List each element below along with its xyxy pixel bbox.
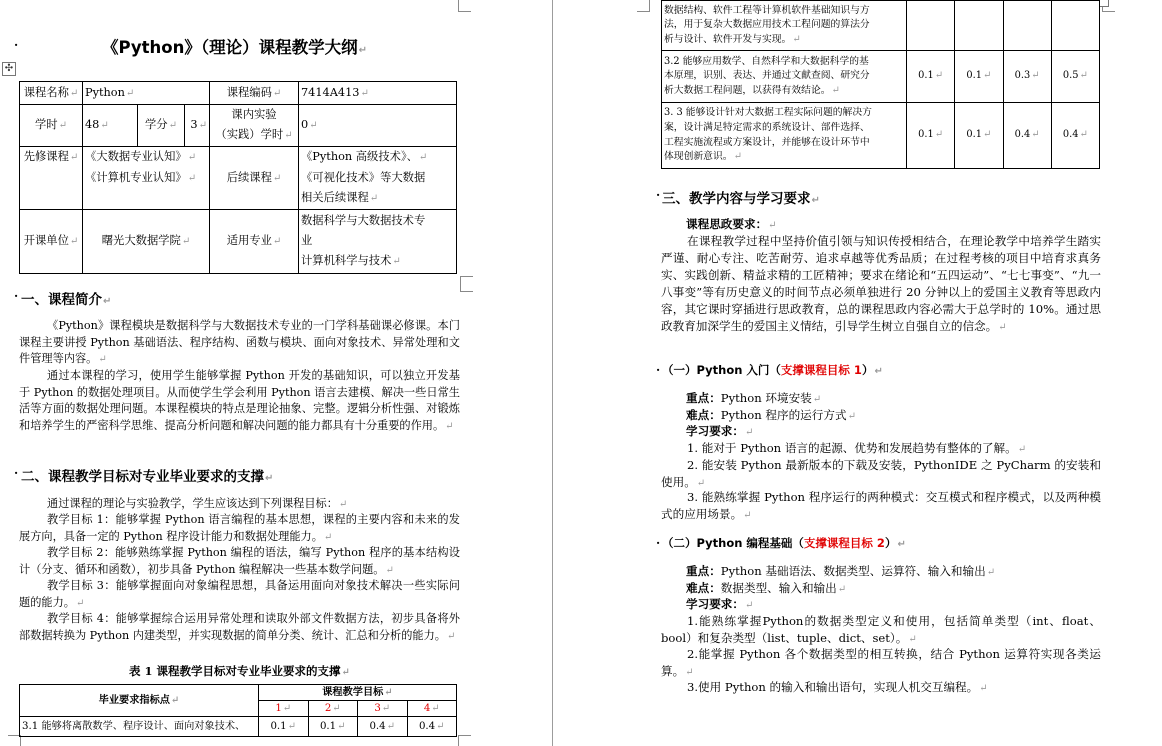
followup-value: 《Python 高级技术》、↵ 《可视化技术》等大数据 相关后续课程↵: [299, 147, 457, 210]
course-name-label: 课程名称↵: [20, 82, 83, 105]
section-1-paragraph-2: 通过本课程的学习，使用学生能够掌握 Python 开发的基础知识，可以独立开发基于 Python 的数据处理项目。从而使学生学会利用 Python 语言去建模、解决一些日常生活等方面的数据处理问题。本课程模块的特点是理论抽象、完整。逻辑分析性强、对锻炼和培养学生的严密科学思维、提高分析问题和解决问题的能力都具有十分重要的作用。↵: [19, 369, 460, 432]
bullet-marker: ·: [14, 289, 19, 303]
subsection-1-key-point: 重点：Python 环境安装↵: [686, 391, 822, 405]
subsection-2-requirement-1: 1.能熟练掌握Python的数据类型定义和使用，包括简单类型（int、float、bool）和复杂类型（list、tuple、dict、set）。↵: [661, 614, 1101, 645]
requirement-cell: 3. 3 能够设计针对大数据工程实际问题的解决方 案，设计满足特定需求的系统设计、部件选择、 工程实施流程或方案设计，并能够在设计环节中 体现创新意识。↵: [662, 103, 907, 169]
weight-cell: 0.3↵: [1003, 51, 1051, 103]
weight-cell: 0.4↵: [1003, 103, 1051, 169]
section-1-heading: 一、课程简介↵: [21, 292, 112, 308]
dept-value: 曙光大数据学院↵: [83, 210, 210, 274]
subsection-1-requirement-1: 1. 能对于 Python 语言的起源、优势和发展趋势有整体的了解。↵: [687, 441, 1027, 455]
document-page-1: [0, 0, 473, 746]
hours-label: 学时↵: [20, 105, 83, 147]
weight-cell: 0.1↵: [955, 51, 1003, 103]
bullet-marker: ·: [656, 536, 661, 550]
ideology-paragraph: 在课程教学过程中坚持价值引领与知识传授相结合，在理论教学中培养学生踏实严谨、耐心专注、吃苦耐劳、追求卓越等优秀品质；在过程考核的项目中培育求真务实、实践创新、精益求精的工匠精神；要求在绪论和“五四运动”、“七七事变”、“九一八事变”等有历史意义的时间节点必须单独进行 20 分钟以上的爱国主义教育等思政内容，其它课时穿插进行思政教育，总的课程思政内容必需大于总学时的 10%。通过思政教育加深学生的爱国主义情结，引导学生树立自强自立的信念。↵: [661, 234, 1101, 333]
course-code-label: 课程编码↵: [210, 82, 299, 105]
requirement-cell: 3.1 能够将离散数学、程序设计、面向对象技术、: [20, 717, 259, 737]
course-code-value: 7414A413↵: [299, 82, 457, 105]
prereq-value: 《大数据专业认知》↵ 《计算机专业认知》↵: [83, 147, 210, 210]
weight-cell: [907, 1, 955, 51]
weight-cell: 0.1↵: [955, 103, 1003, 169]
course-info-table: [19, 81, 457, 274]
table-header-requirement: 毕业要求指标点↵: [20, 685, 259, 717]
crop-mark-top-left: [637, 0, 650, 12]
teaching-goal-1: 教学目标 1：能够掌握 Python 语言编程的基本思想，课程的主要内容和未来的发展方向，具备一定的 Python 程序设计能力和数据处理能力。↵: [19, 513, 460, 543]
requirement-cell: 3.2 能够应用数学、自然科学和大数据科学的基 本原理，识别、表达、并通过文献查阅、研究分 析大数据工程问题，以获得有效结论。↵: [662, 51, 907, 103]
teaching-goal-3: 教学目标 3：能够掌握面向对象编程思想，具备运用面向对象技术解决一些实际问题的能力。↵: [19, 579, 460, 609]
goal-number-cell: 4↵: [407, 701, 457, 717]
weight-cell: 0.1↵: [308, 717, 358, 737]
dept-label: 开课单位↵: [20, 210, 83, 274]
table-move-handle[interactable]: ✣: [2, 62, 16, 76]
hours-value: 48↵: [83, 105, 138, 147]
page-title: 《Python》（理论）课程教学大纲↵: [102, 38, 368, 57]
teaching-goal-2: 教学目标 2：能够熟练掌握 Python 编程的语法，编写 Python 程序的基本结构设计（分支、循环和函数），初步具备 Python 编程解决一些基本数学问题。↵: [19, 546, 460, 576]
subsection-1-heading: （一）Python 入门（支撑课程目标 1）↵: [662, 363, 883, 377]
bullet-marker: ·: [656, 363, 661, 377]
subsection-1-requirements-label: 学习要求：↵: [686, 424, 754, 438]
table-header-goals: 课程教学目标↵: [259, 685, 457, 701]
page-divider: [552, 0, 553, 746]
followup-label: 后续课程↵: [210, 147, 299, 210]
bullet-marker: ·: [14, 466, 19, 480]
goal-number-cell: 2↵: [308, 701, 358, 717]
weight-cell: 0.1↵: [907, 103, 955, 169]
section-3-heading: 三、教学内容与学习要求↵: [662, 191, 820, 207]
section-1-paragraph-1: 《Python》课程模块是数据科学与大数据技术专业的一门学科基础课必修课。本门课程主要讲授 Python 基础语法、程序结构、函数与模块、面向对象技术、异常处理和文件管理等内容。↵: [19, 319, 460, 366]
bullet-marker: ·: [656, 188, 661, 202]
subsection-1-requirement-2: 2. 能安装 Python 最新版本的下载及安装，PythonIDE 之 PyCharm 的安装和使用。↵: [661, 458, 1101, 489]
weight-cell: 0.5↵: [1051, 51, 1099, 103]
lab-hours-label: 课内实验 （实践）学时↵: [210, 105, 299, 147]
course-name-value: Python↵: [83, 82, 210, 105]
page-gap: [473, 0, 590, 746]
subsection-2-requirements-label: 学习要求：↵: [686, 597, 754, 611]
ideology-label: 课程思政要求：↵: [686, 217, 777, 231]
weight-cell: 0.1↵: [907, 51, 955, 103]
weight-cell: 0.4↵: [1051, 103, 1099, 169]
weight-cell: 0.1↵: [259, 717, 309, 737]
crop-mark-top-right: [458, 0, 471, 12]
requirement-cell: 数据结构、软件工程等计算机软件基础知识与方 法，用于复杂大数据应用技术工程问题的算法分 析与设计、软件开发与实现。↵: [662, 1, 907, 51]
weight-cell: [1003, 1, 1051, 51]
teaching-goal-4: 教学目标 4：能够掌握综合运用异常处理和读取外部文件数据方法，初步具备将外部数据转换为 Python 内建类型，并实现数据的简单分类、统计、汇总和分析的能力。↵: [19, 612, 460, 642]
table-handle[interactable]: [1099, 0, 1109, 7]
table-resize-handle[interactable]: [460, 276, 473, 292]
goals-support-table-continued: [661, 0, 1100, 169]
bullet-marker: ·: [14, 38, 19, 52]
subsection-2-difficulty: 难点：数据类型、输入和输出↵: [686, 581, 847, 595]
subsection-2-requirement-2: 2.能掌握 Python 各个数据类型的相互转换，结合 Python 运算符实现各类运算。↵: [661, 647, 1101, 678]
credits-value: 3↵: [185, 105, 210, 147]
document-page-2: [590, 0, 1162, 746]
weight-cell: [1051, 1, 1099, 51]
crop-mark-bottom-right: [458, 735, 471, 746]
section-2-intro: 通过课程的理论与实验教学，学生应该达到下列课程目标：↵: [47, 497, 348, 510]
subsection-2-key-point: 重点：Python 基础语法、数据类型、运算符、输入和输出↵: [686, 564, 996, 578]
goal-number-cell: 1↵: [259, 701, 309, 717]
subsection-2-heading: （二）Python 编程基础（支撑课程目标 2）↵: [662, 536, 906, 550]
major-value: 数据科学与大数据技术专 业 计算机科学与技术↵: [299, 210, 457, 274]
goals-support-table: [19, 684, 457, 737]
weight-cell: [955, 1, 1003, 51]
table-1-caption: 表 1 课程教学目标对专业毕业要求的支撑↵: [129, 664, 350, 678]
prereq-label: 先修课程↵: [20, 147, 83, 210]
credits-label: 学分↵: [138, 105, 185, 147]
subsection-1-requirement-3: 3. 能熟练掌握 Python 程序运行的两种模式：交互模式和程序模式，以及两种模式的应用场景。↵: [661, 490, 1101, 521]
major-label: 适用专业↵: [210, 210, 299, 274]
lab-hours-value: 0↵: [299, 105, 457, 147]
goal-number-cell: 3↵: [358, 701, 408, 717]
subsection-1-difficulty: 难点：Python 程序的运行方式↵: [686, 408, 856, 422]
section-2-heading: 二、课程教学目标对专业毕业要求的支撑↵: [21, 469, 274, 485]
weight-cell: 0.4↵: [358, 717, 408, 737]
subsection-2-requirement-3: 3.使用 Python 的输入和输出语句，实现人机交互编程。↵: [687, 680, 988, 694]
weight-cell: 0.4↵: [407, 717, 457, 737]
